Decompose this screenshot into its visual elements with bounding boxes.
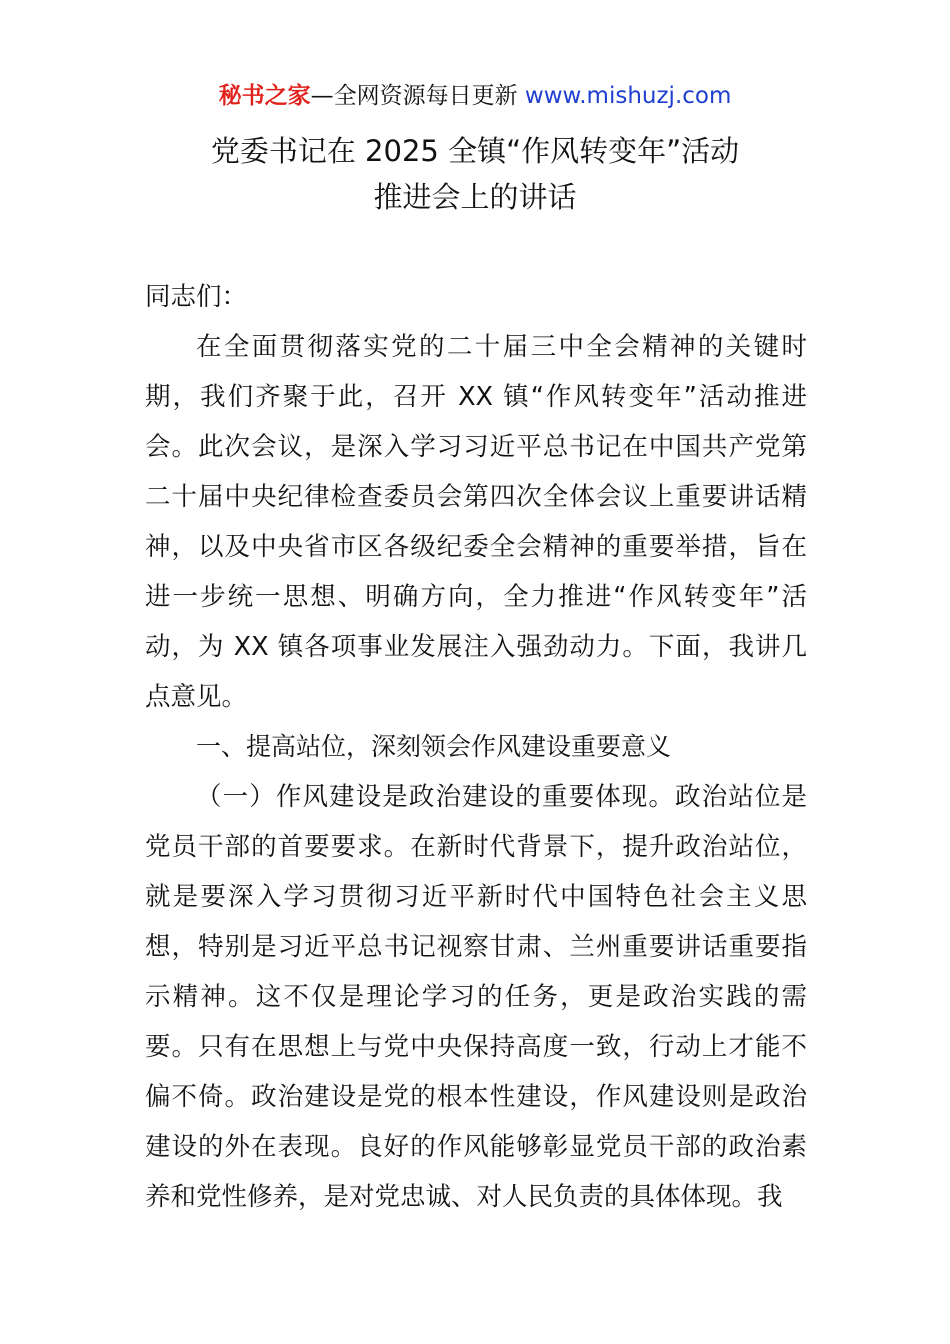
document-title — [0, 128, 950, 220]
title-line-2: 推进会上的讲话 — [373, 180, 577, 214]
site-tagline: —全网资源每日更新 — [310, 83, 525, 109]
section-1-1-paragraph: （一）作风建设是政治建设的重要体现。政治站位是党员干部的首要要求。在新时代背景下，提升政治站位，就是要深入学习贯彻习近平新时代中国特色社会主义思想，特别是习近平总书记视察甘肃、兰州重要讲话重要指示精神。这不仅是理论学习的任务，更是政治实践的需要。只有在思想上与党中央保持高度一致，行动上才能不偏不倚。政治建设是党的根本性建设，作风建设则是政治建设的外在表现。良好的作风能够彰显党员干部的政治素养和党性修养，是对党忠诚、对人民负责的具体体现。我 — [145, 782, 807, 1212]
site-header — [0, 80, 950, 112]
salutation: 同志们： — [145, 282, 248, 312]
intro-paragraph: 在全面贯彻落实党的二十届三中全会精神的关键时期，我们齐聚于此，召开 XX 镇“作风转变年”活动推进会。此次会议，是深入学习习近平总书记在中国共产党第二十届中央纪律检查委员会第四次全体会议上重要讲话精神，以及中央省市区各级纪委全会精神的重要举措，旨在进一步统一思想、明确方向，全力推进“作风转变年”活动，为 XX 镇各项事业发展注入强劲动力。下面，我讲几点意见。 — [145, 332, 807, 712]
section-heading-1: 一、提高站位，深刻领会作风建设重要意义 — [196, 732, 672, 761]
document-body — [145, 272, 807, 1222]
site-url-link[interactable]: www.mishuzj.com — [524, 83, 732, 109]
title-line-1: 党委书记在 2025 全镇“作风转变年”活动 — [210, 134, 740, 168]
site-brand: 秘书之家 — [218, 83, 311, 109]
